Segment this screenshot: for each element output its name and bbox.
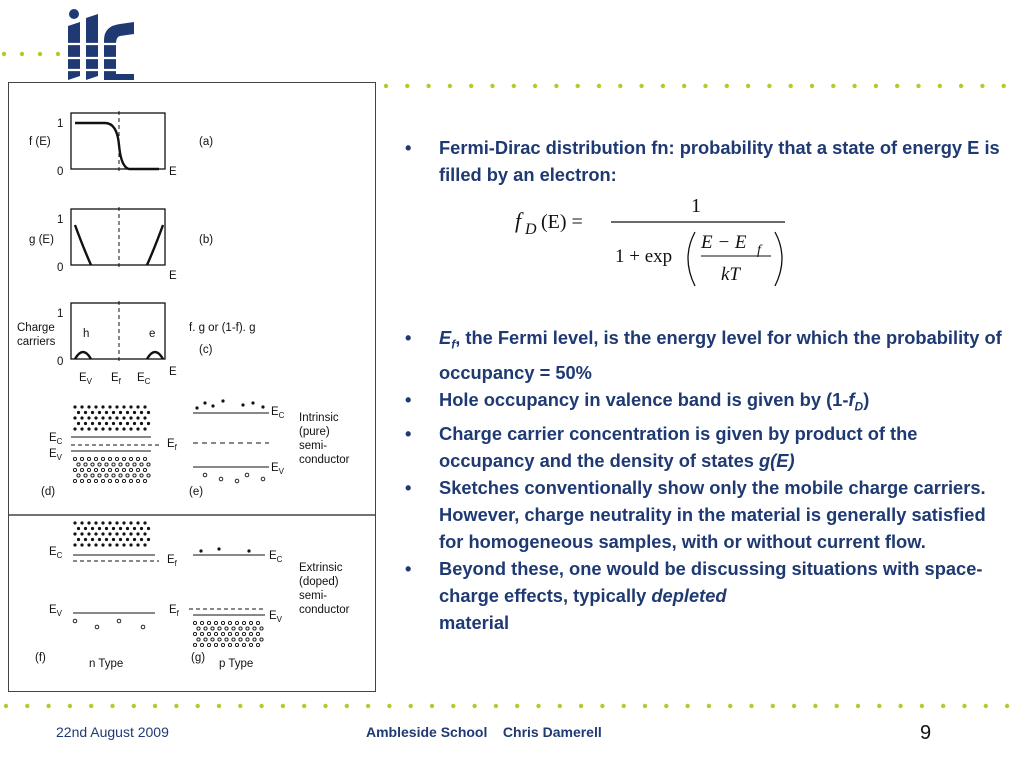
svg-text:f: f: [515, 208, 522, 233]
svg-text:carriers: carriers: [17, 336, 56, 348]
svg-text:f. g or (1-f). g: f. g or (1-f). g: [189, 322, 256, 334]
bullet-fermi-level: • $E_f$, the Fermi level, is the energy level for which the probability of occupancy = 50%: [405, 327, 1002, 383]
bullet-hole-occupancy: • Hole occupancy in valence band is given by $(1-f_D)$: [405, 388, 870, 414]
svg-text:(f): (f): [35, 652, 46, 664]
svg-text:EV: $E_V$: [49, 604, 63, 618]
svg-text:semi-: semi-: [299, 440, 328, 452]
svg-text:EV: $E_V$: [271, 462, 285, 476]
panel-c-charge-carriers: [17, 301, 255, 386]
svg-text:0: 0: [57, 262, 64, 274]
svg-text:1: 1: [57, 118, 64, 130]
svg-text:semi-: semi-: [299, 590, 328, 602]
svg-text:1: 1: [57, 308, 64, 320]
svg-text:conductor: conductor: [299, 604, 350, 616]
svg-text:Ef: $E_f$: [111, 372, 121, 386]
svg-text:(pure): (pure): [299, 426, 330, 438]
svg-text:0: 0: [57, 166, 64, 178]
svg-text:EC: $E_C$: [137, 372, 151, 386]
panel-a-fermi-function: [29, 111, 213, 178]
svg-text:EC: $E_C$: [271, 406, 285, 420]
svg-text:(doped): (doped): [299, 576, 339, 588]
svg-text:E: E: [169, 366, 177, 378]
bullet-list: [405, 134, 1005, 636]
svg-text:1: 1: [57, 214, 64, 226]
svg-text:p Type: p Type: [219, 658, 254, 670]
svg-text:(c): (c): [199, 344, 213, 356]
svg-text:(E) =: (E) =: [541, 211, 583, 233]
svg-text:EC: $E_C$: [269, 550, 283, 564]
bullet-carrier-concentration: • Charge carrier concentration is given by product of the occupancy and the density of states g(E): [405, 423, 918, 472]
svg-text:EV: $E_V$: [79, 372, 93, 386]
svg-text:EC: $E_C$: [49, 432, 63, 446]
svg-text:h: h: [83, 328, 90, 340]
svg-text:Charge: Charge: [17, 322, 55, 334]
svg-text:1: 1: [691, 196, 701, 217]
panel-a-ylabel: f (E): [29, 136, 51, 148]
svg-text:(d): (d): [41, 486, 56, 498]
footer-date: 22nd August 2009: [56, 724, 169, 740]
svg-text:f: f: [757, 243, 761, 258]
svg-text:EV: $E_V$: [269, 610, 283, 624]
ilc-logo: [60, 4, 140, 84]
page-number: 9: [920, 722, 932, 744]
fermi-dirac-equation: [439, 196, 1024, 296]
svg-text:D: D: [525, 221, 537, 238]
svg-text:(e): (e): [189, 486, 204, 498]
bullet-fermi-dirac: • Fermi-Dirac distribution fn: probability that a state of energy E is filled by an electron: f D (E) = 1 1 + exp E − E f kT: [405, 134, 1005, 320]
svg-text:kT: kT: [721, 264, 740, 285]
svg-text:Intrinsic: Intrinsic: [299, 412, 339, 424]
svg-text:EV: $E_V$: [49, 448, 63, 462]
bullet-sketches: • Sketches conventionally show only the mobile charge carriers. However, charge neutrality in the material is generally satisfied for homogeneous samples, with or without current flow.: [405, 477, 986, 553]
svg-text:Ef: $E_f$: [167, 438, 177, 452]
svg-text:Ef: $E_f$: [167, 554, 177, 568]
decorative-dots-bottom: [0, 702, 1024, 710]
svg-text:E: E: [169, 270, 177, 282]
svg-text:1 + exp: 1 + exp: [615, 246, 673, 267]
svg-text:0: 0: [57, 356, 64, 368]
svg-text:(a): (a): [199, 136, 214, 148]
svg-text:(g): (g): [191, 652, 206, 664]
semiconductor-band-figure: [8, 82, 376, 692]
svg-text:EC: $E_C$: [49, 546, 63, 560]
svg-text:E: E: [169, 166, 177, 178]
panel-g-p-type: [169, 547, 350, 670]
panel-f-n-type: [35, 521, 178, 670]
svg-text:conductor: conductor: [299, 454, 350, 466]
panel-d-band-diagram: [41, 405, 178, 498]
panel-b-density-of-states: [29, 207, 213, 282]
svg-text:Extrinsic: Extrinsic: [299, 562, 343, 574]
footer-venue-author: Ambleside School Chris Damerell: [366, 724, 602, 740]
svg-text:e: e: [149, 328, 156, 340]
svg-text:E − E: E − E: [701, 232, 747, 253]
bullet-space-charge: • Beyond these, one would be discussing situations with space-charge effects, typically depleted material: [405, 558, 983, 634]
svg-text:Ef: $E_f$: [169, 604, 179, 618]
panel-e-intrinsic: [189, 399, 350, 498]
decorative-dots-top-right: [380, 82, 1020, 90]
svg-text:g (E): g (E): [29, 234, 54, 246]
svg-text:(b): (b): [199, 234, 214, 246]
svg-text:n Type: n Type: [89, 658, 124, 670]
